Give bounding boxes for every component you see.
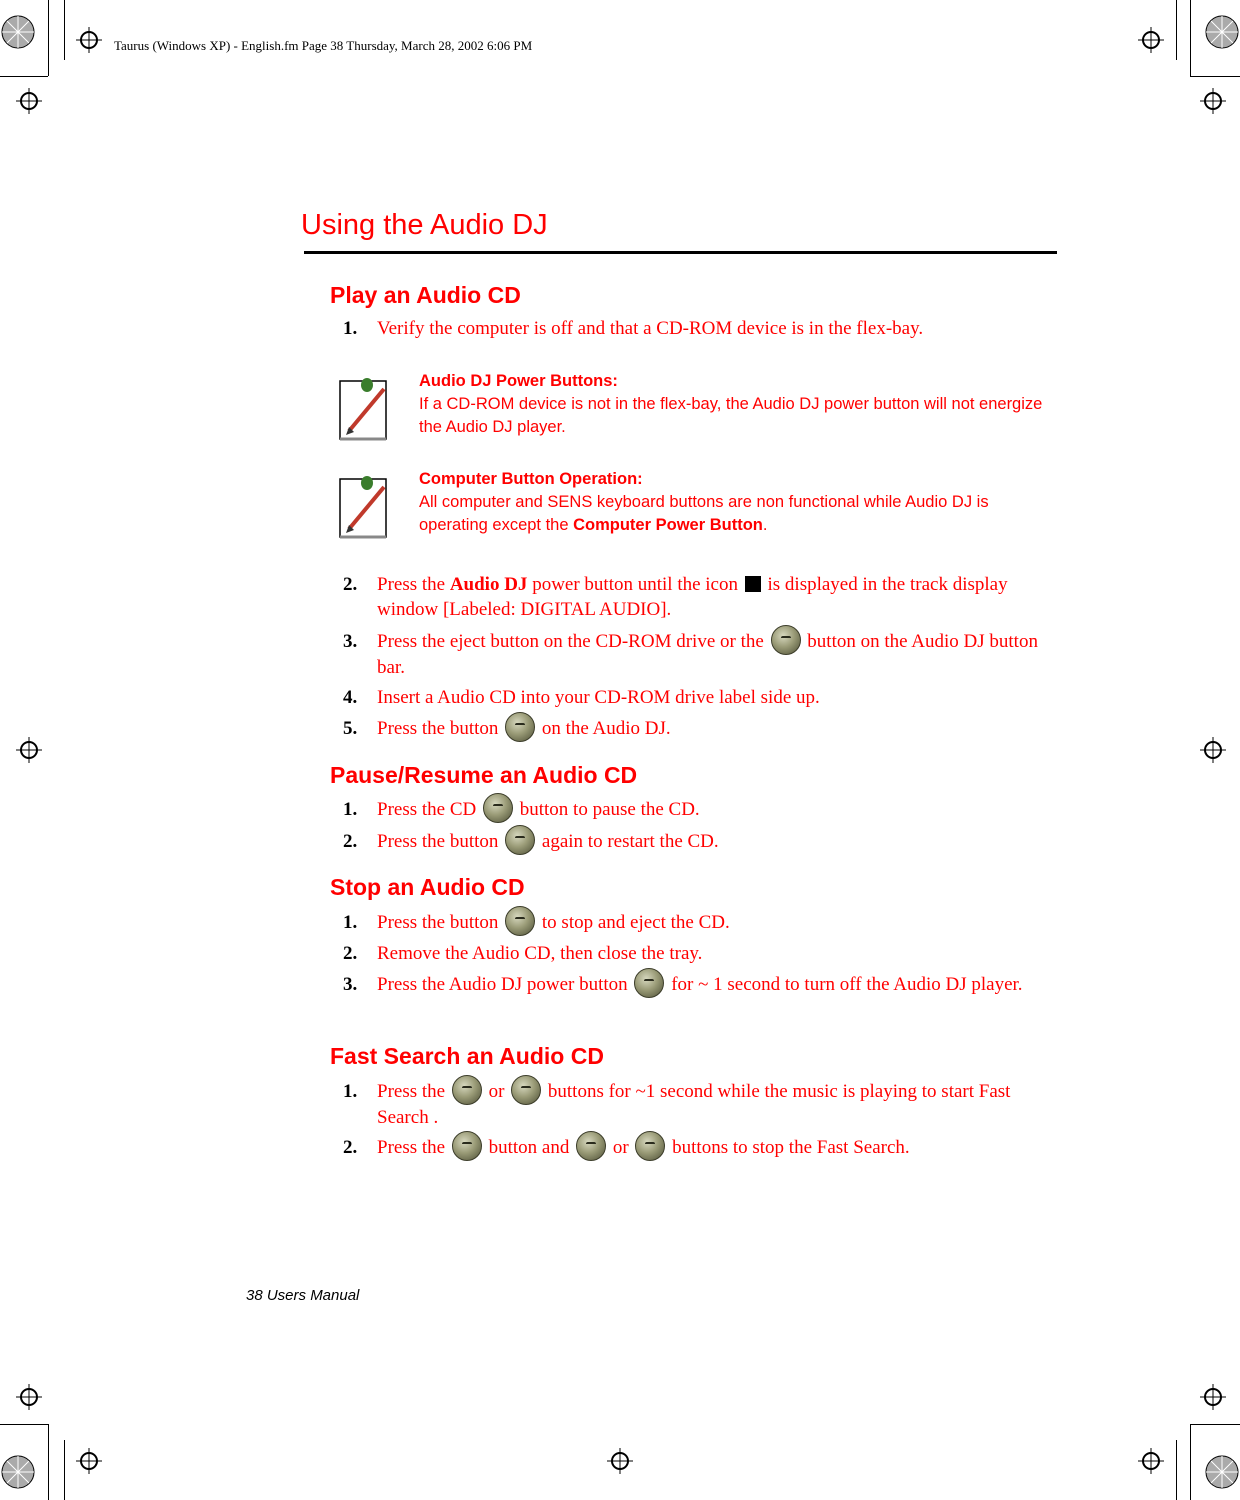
step-number: 1. — [343, 318, 358, 339]
step-text — [377, 629, 1055, 680]
star-target-icon — [0, 14, 36, 50]
registration-mark-icon — [1138, 27, 1164, 53]
step-number: 1. — [343, 912, 358, 933]
step-text: Verify the computer is off and that a CD-ROM device is in the flex-bay. — [377, 318, 924, 339]
power-button-icon — [634, 968, 664, 998]
note-title: Computer Button Operation: — [419, 470, 643, 488]
step-number: 2. — [343, 943, 358, 964]
rewind-button-icon — [452, 1075, 482, 1105]
step-text-part: power button until the icon — [527, 574, 743, 595]
step-text-part: button to pause the CD. — [514, 799, 700, 820]
section-heading-pause: Pause/Resume an Audio CD — [330, 762, 638, 788]
step-number: 1. — [343, 799, 358, 820]
step-text — [377, 1079, 1055, 1130]
step-number: 1. — [343, 1081, 358, 1102]
registration-mark-icon — [1200, 1384, 1226, 1410]
star-target-icon — [0, 1454, 36, 1490]
step-text-part: button and — [483, 1137, 575, 1158]
step-text-part: Press the button — [377, 912, 504, 933]
registration-mark-icon — [16, 1384, 42, 1410]
step-number: 3. — [343, 631, 358, 652]
step-text: Insert a Audio CD into your CD-ROM drive label side up. — [377, 687, 820, 708]
step-number: 5. — [343, 718, 358, 739]
crop-line — [0, 1424, 48, 1425]
crop-line — [48, 1424, 49, 1500]
step-text: Remove the Audio CD, then close the tray. — [377, 943, 703, 964]
play-step-5 — [343, 716, 1055, 742]
step-text-part: or — [608, 1137, 634, 1158]
crop-line — [64, 0, 65, 60]
pencil-note-icon — [334, 473, 392, 541]
crop-line — [48, 0, 49, 76]
step-text — [377, 972, 1055, 998]
crop-line — [64, 1440, 65, 1500]
fast-step-2 — [343, 1135, 1055, 1161]
step-number: 3. — [343, 974, 358, 995]
step-text — [377, 797, 1055, 823]
registration-mark-icon — [16, 737, 42, 763]
step-text-bold: Audio DJ — [449, 574, 528, 595]
crop-line — [1176, 1440, 1177, 1500]
step-text-part: buttons to stop the Fast Search. — [667, 1137, 910, 1158]
pause-step-2 — [343, 829, 1055, 855]
play-step-2 — [343, 572, 1055, 622]
play-step-4 — [343, 685, 1055, 710]
crop-line — [1190, 76, 1240, 77]
title-rule — [304, 251, 1057, 254]
pause-button-icon — [483, 793, 513, 823]
step-text-part: Press the — [377, 1137, 450, 1158]
step-text-part: Press the — [377, 1081, 450, 1102]
registration-mark-icon — [1200, 88, 1226, 114]
step-text-part: Press the eject button on the CD-ROM drive or the — [377, 631, 769, 652]
stop-step-1 — [343, 910, 1055, 936]
step-text-part: or — [483, 1081, 510, 1102]
note-body: If a CD-ROM device is not in the flex-bay, the Audio DJ power button will not energize the Audio DJ player. — [419, 395, 1043, 436]
page-footer: 38 Users Manual — [246, 1287, 360, 1304]
section-heading-fast-search: Fast Search an Audio CD — [330, 1043, 604, 1069]
crop-line — [1190, 1424, 1191, 1500]
step-text-part: buttons for ~1 second while the music is playing to start Fast Search . — [377, 1081, 1011, 1128]
step-text-part: Press the CD — [377, 799, 481, 820]
print-header: Taurus (Windows XP) - English.fm Page 38 Thursday, March 28, 2002 6:06 PM — [114, 38, 533, 53]
rewind-button-icon — [576, 1131, 606, 1161]
play-button-icon — [505, 712, 535, 742]
step-text-part: is displayed in the track display window [Labeled: DIGITAL AUDIO]. — [377, 574, 1008, 620]
step-number: 2. — [343, 1137, 358, 1158]
step-text-part: again to restart the CD. — [537, 831, 719, 852]
step-text — [377, 716, 1055, 742]
pause-step-1 — [343, 797, 1055, 823]
fast-forward-button-icon — [511, 1075, 541, 1105]
stop-step-2 — [343, 941, 1055, 966]
step-text-part: to stop and eject the CD. — [537, 912, 730, 933]
step-text-part: button on the Audio DJ button bar. — [377, 631, 1038, 678]
step-text — [377, 910, 1055, 936]
step-text-part: Press the button — [377, 831, 504, 852]
fast-forward-button-icon — [635, 1131, 665, 1161]
play-step-3 — [343, 629, 1055, 680]
step-text-part: Press the — [377, 574, 450, 595]
step-text — [377, 829, 1055, 855]
pencil-note-icon — [334, 375, 392, 443]
page-title: Using the Audio DJ — [301, 209, 548, 241]
step-text — [377, 1135, 1055, 1161]
play-button-icon — [452, 1131, 482, 1161]
note-button-operation — [419, 468, 1059, 537]
digital-audio-square-icon — [745, 576, 761, 592]
step-text-part: Press the button — [377, 718, 504, 739]
note-title: Audio DJ Power Buttons: — [419, 372, 618, 390]
section-heading-play: Play an Audio CD — [330, 282, 521, 308]
crop-line — [1190, 1424, 1240, 1425]
step-number: 4. — [343, 687, 358, 708]
crop-line — [0, 76, 48, 77]
note-body-bold: Computer Power Button — [573, 516, 763, 534]
stop-button-icon — [505, 906, 535, 936]
play-pause-button-icon — [505, 825, 535, 855]
registration-mark-icon — [607, 1448, 633, 1474]
crop-line — [1190, 0, 1191, 76]
registration-mark-icon — [1138, 1448, 1164, 1474]
eject-button-icon — [771, 625, 801, 655]
step-text-part: Press the Audio DJ power button — [377, 974, 633, 995]
crop-line — [1176, 0, 1177, 60]
step-text-part: for ~ 1 second to turn off the Audio DJ player. — [666, 974, 1023, 995]
note-body-pre: All computer and SENS keyboard buttons are non functional while Audio DJ is operating except the — [419, 493, 989, 534]
registration-mark-icon — [16, 88, 42, 114]
star-target-icon — [1204, 1454, 1240, 1490]
section-heading-stop: Stop an Audio CD — [330, 874, 525, 900]
stop-step-3 — [343, 972, 1055, 998]
registration-mark-icon — [76, 27, 102, 53]
registration-mark-icon — [76, 1448, 102, 1474]
step-text-part: on the Audio DJ. — [537, 718, 671, 739]
registration-mark-icon — [1200, 737, 1226, 763]
play-step-1 — [343, 316, 1055, 341]
fast-step-1 — [343, 1079, 1055, 1130]
step-number: 2. — [343, 574, 358, 595]
note-power-buttons — [419, 370, 1059, 439]
step-text — [377, 572, 1055, 622]
note-body-post: . — [762, 516, 768, 534]
star-target-icon — [1204, 14, 1240, 50]
step-number: 2. — [343, 831, 358, 852]
